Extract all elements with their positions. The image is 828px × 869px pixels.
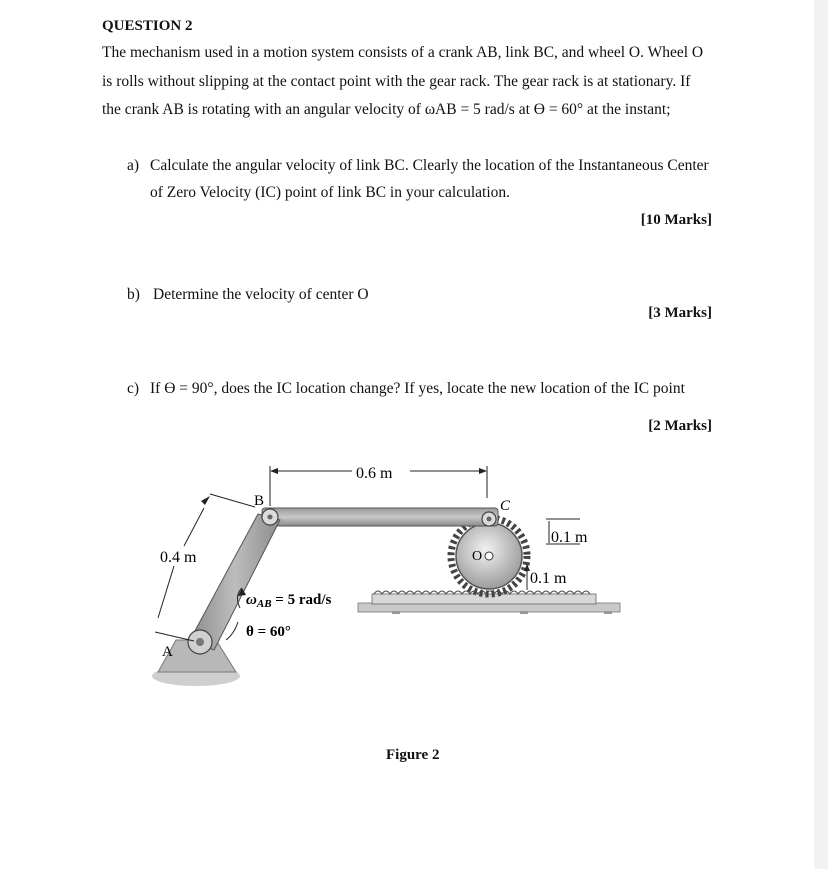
intro-line-2: is rolls without slipping at the contact point with the gear rack. The gear rack is at stationary. If <box>102 73 691 90</box>
label-c: C <box>500 498 511 514</box>
label-b: B <box>254 493 265 509</box>
part-b-line-1: Determine the velocity of center O <box>153 286 369 303</box>
link-bc <box>262 508 498 526</box>
svg-text:ωAB = 5 rad/s <box>246 592 332 610</box>
figure-caption: Figure 2 <box>386 747 440 763</box>
part-b-label: b) <box>127 286 140 303</box>
wheel-o <box>451 518 527 594</box>
dim-wheel-top-label: 0.1 m <box>551 529 588 546</box>
dim-bc-label: 0.6 m <box>356 465 393 482</box>
part-a-line-1: Calculate the angular velocity of link BC. Clearly the location of the Instantaneous Center <box>150 157 709 174</box>
intro-line-1: The mechanism used in a motion system consists of a crank AB, link BC, and wheel O. Wheel O <box>102 44 704 61</box>
part-c-label: c) <box>127 380 140 397</box>
gear-rack <box>358 591 620 614</box>
label-o: O <box>472 549 483 564</box>
part-c-line-1: If ϴ = 90°, does the IC location change? If yes, locate the new location of the IC point <box>150 380 685 397</box>
part-c-marks: [2 Marks] <box>648 418 712 434</box>
intro-line-3: the crank AB is rotating with an angular velocity of ωAB = 5 rad/s at ϴ = 60° at the instant; <box>102 101 671 118</box>
part-a-label: a) <box>127 157 140 174</box>
theta-label: θ = 60° <box>246 624 291 640</box>
omega-subscript: AB <box>256 598 272 610</box>
label-a: A <box>162 644 173 660</box>
question-title: QUESTION 2 <box>102 18 193 34</box>
part-b-marks: [3 Marks] <box>648 305 712 321</box>
part-a-marks: [10 Marks] <box>640 212 712 228</box>
omega-symbol: ω <box>246 592 257 608</box>
part-a-line-2: of Zero Velocity (IC) point of link BC in your calculation. <box>150 184 511 201</box>
dim-wheel-bottom-label: 0.1 m <box>530 570 567 587</box>
omega-value: = 5 rad/s <box>271 592 332 608</box>
dim-ab-label: 0.4 m <box>160 549 197 566</box>
